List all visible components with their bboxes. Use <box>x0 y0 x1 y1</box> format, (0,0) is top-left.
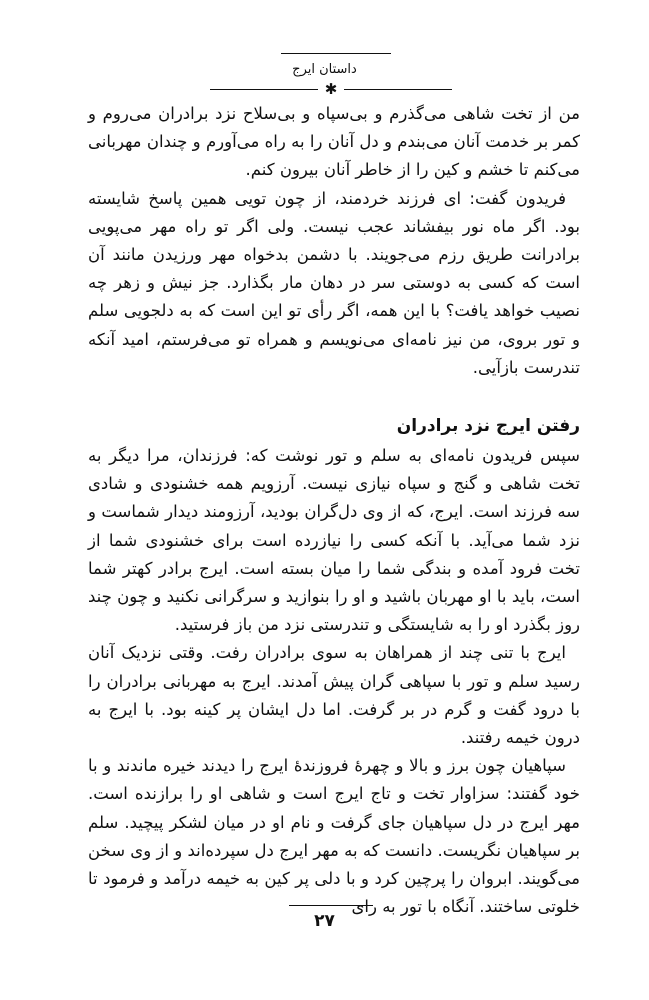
section-heading: رفتن ایرج نزد برادران <box>396 416 580 437</box>
header-top-rule <box>281 53 391 54</box>
ornament-line-right <box>344 89 452 90</box>
header-ornament <box>210 80 452 98</box>
asterisk-ornament-icon: ✱ <box>324 80 338 98</box>
section-paragraph-1: سپس فریدون نامه‌ای به سلم و تور نوشت که: فرزندان، مرا دیگر به تخت شاهی و گنج و سپاه نیازی نیست. آرزویم همه خشنودی و شادی سه فرزند است. ایرج، که از وی دل‌گران بودید، آرزومند دیدار شماست و نزد شما می‌آید. با آنکه کسی را نیازرده است برای خشنودی شما از تخت فرود آمده و بندگی شما را میان بسته است. ایرج برادر کهتر شما است، باید با او مهربان باشید و او را بنوازید و سرگرانی نکنید و چون چند روز بگذرد او را به شایستگی و تندرستی نزد من باز فرستید. <box>88 446 580 635</box>
section-paragraph-3: سپاهیان چون برز و بالا و چهرهٔ فروزندهٔ ایرج را دیدند خیره ماندند و با خود گفتند: سزاوار تخت و تاج ایرج است و شاهی او را برازنده است. مهر ایرج در دل سپاهیان جای گرفت و نام او در میان لشکر پیچید. سلم بر سپاهیان نگریست. دانست که به مهر ایرج دل سپرده‌اند و از وی سخن می‌گویند. ابروان را پرچین کرد و با دلی پر کین به خیمه درآمد و فرمود تا خلوتی ساختند. آنگاه با تور به رای <box>88 756 580 917</box>
body-text <box>88 100 580 921</box>
page-number: ۲۷ <box>314 911 335 931</box>
section-paragraph-2: ایرج با تنی چند از همراهان به سوی برادران رفت. وقتی نزدیک آنان رسید سلم و تور با سپاهی گران پیش آمدند. ایرج به مهربانی برادران را با درود گفت و گرم در بر گرفت. اما دل ایشان پر کینه بود. با ایرج به درون خیمه رفتند. <box>88 643 580 748</box>
paragraph-2: فریدون گفت: ای فرزند خردمند، از چون تویی همین پاسخ شایسته بود. اگر ماه نور بیفشاند عجب نیست. ولی اگر تو راه مهر می‌پویی برادرانت طریق رزم می‌جویند. با دشمن بدخواه مهر ورزیدن مانند آن است که کسی به دوستی سر در دهان مار بگذارد. جز نیش و زهر چه نصیب خواهد یافت؟ با این همه، اگر رأی تو این است که به دلجویی سلم و تور بروی، من نیز نامه‌ای می‌نویسم و همراه تو می‌فرستم، امید آنکه تندرست بازآیی. <box>88 188 580 377</box>
footer-rule <box>289 905 373 906</box>
ornament-line-left <box>210 89 318 90</box>
running-title: داستان ایرج <box>292 62 357 77</box>
paragraph-1: من از تخت شاهی می‌گذرم و بی‌سپاه و بی‌سلاح نزد برادران می‌روم و کمر بر خدمت آنان می‌بندم و دل آنان را به راه می‌آورم و چندان مهربانی می‌کنم تا خشم و کین را از خاطر آنان بیرون کنم. <box>88 104 580 180</box>
